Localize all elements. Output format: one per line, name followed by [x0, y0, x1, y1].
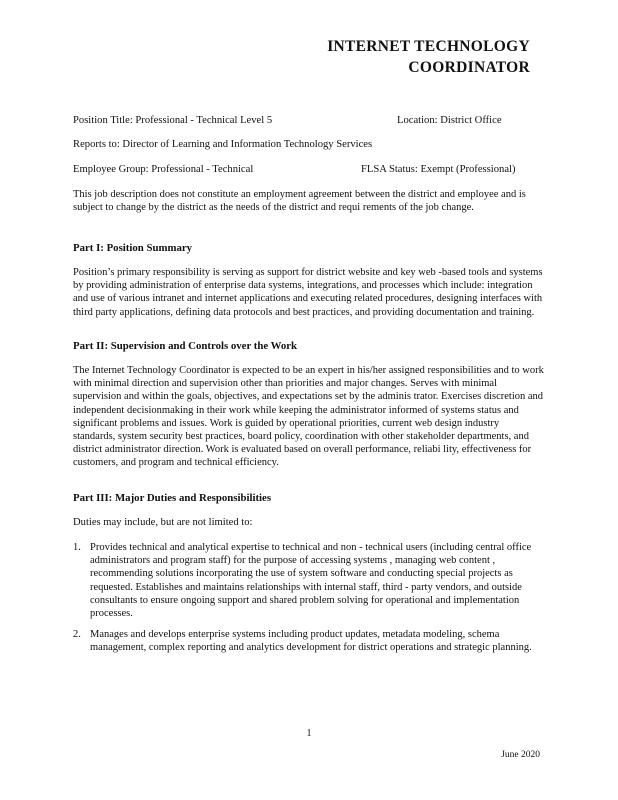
- part1-body: Position’s primary responsibility is serving as support for district website and key web -based tools and systems by providing administration of enterprise data systems, integrations, and processes which include: integration and use of various intranet and internet applications and executing related procedures, designing interfaces with third party applications, defining data protocols and best practices, and providing documentation and training.: [73, 267, 543, 318]
- part1-heading: Part I: Position Summary: [73, 242, 193, 254]
- part2-heading: Part II: Supervision and Controls over the Work: [73, 340, 298, 352]
- position-title: Position Title: Professional - Technical Level 5: [73, 115, 273, 126]
- reports-to: Reports to: Director of Learning and Information Technology Services: [73, 139, 373, 150]
- duty-item-number: 2.: [73, 629, 81, 640]
- intro-paragraph: This job description does not constitute an employment agreement between the district and employee and is subject to change by the district as the needs of the district and requi rements of the job change.: [73, 189, 526, 214]
- duty-item-text: Manages and develops enterprise systems including product updates, metadata modeling, schema management, complex reporting and analytics development for district operations and strategic planning.: [90, 629, 532, 654]
- document-title: [327, 36, 530, 78]
- duty-item-text: Provides technical and analytical expertise to technical and non - technical users (including central office administrators and program staff) for the purpose of accessing systems , managing web content , recommending solutions incorporating the use of system software and conducting special projects as requested. Establishes and maintains relationships with internal staff, third - party vendors, and outside consultants to ensure ongoing support and shared problem solving for operational and implementation processes.: [90, 542, 532, 620]
- location: Location: District Office: [397, 115, 502, 126]
- title-line-1: INTERNET TECHNOLOGY: [327, 38, 530, 55]
- part3-intro: Duties may include, but are not limited to:: [73, 517, 253, 528]
- employee-group: Employee Group: Professional - Technical: [73, 164, 254, 175]
- part2-body: The Internet Technology Coordinator is expected to be an expert in his/her assigned responsibilities and to work with minimal direction and supervision other than priorities and major changes. Serves with minimal supervision and within the goals, objectives, and expectations set by the adminis trator. Exercises discretion and independent decisionmaking in their work while keeping the administrator informed of systems status and significant problems and issues. Work is guided by operational priorities, current web design industry standards, system security best practices, board policy, coordination with other stakeholder departments, and district administrator direction. Work is evaluated based on overall performance, reliabi lity, effectiveness for customers, and program and technical efficiency.: [73, 365, 544, 469]
- footer-date: June 2020: [501, 750, 540, 760]
- title-line-2: COORDINATOR: [408, 59, 530, 76]
- duty-item-number: 1.: [73, 542, 81, 553]
- page-number: 1: [306, 728, 312, 739]
- flsa-status: FLSA Status: Exempt (Professional): [361, 164, 516, 175]
- part3-heading: Part III: Major Duties and Responsibilities: [73, 492, 272, 504]
